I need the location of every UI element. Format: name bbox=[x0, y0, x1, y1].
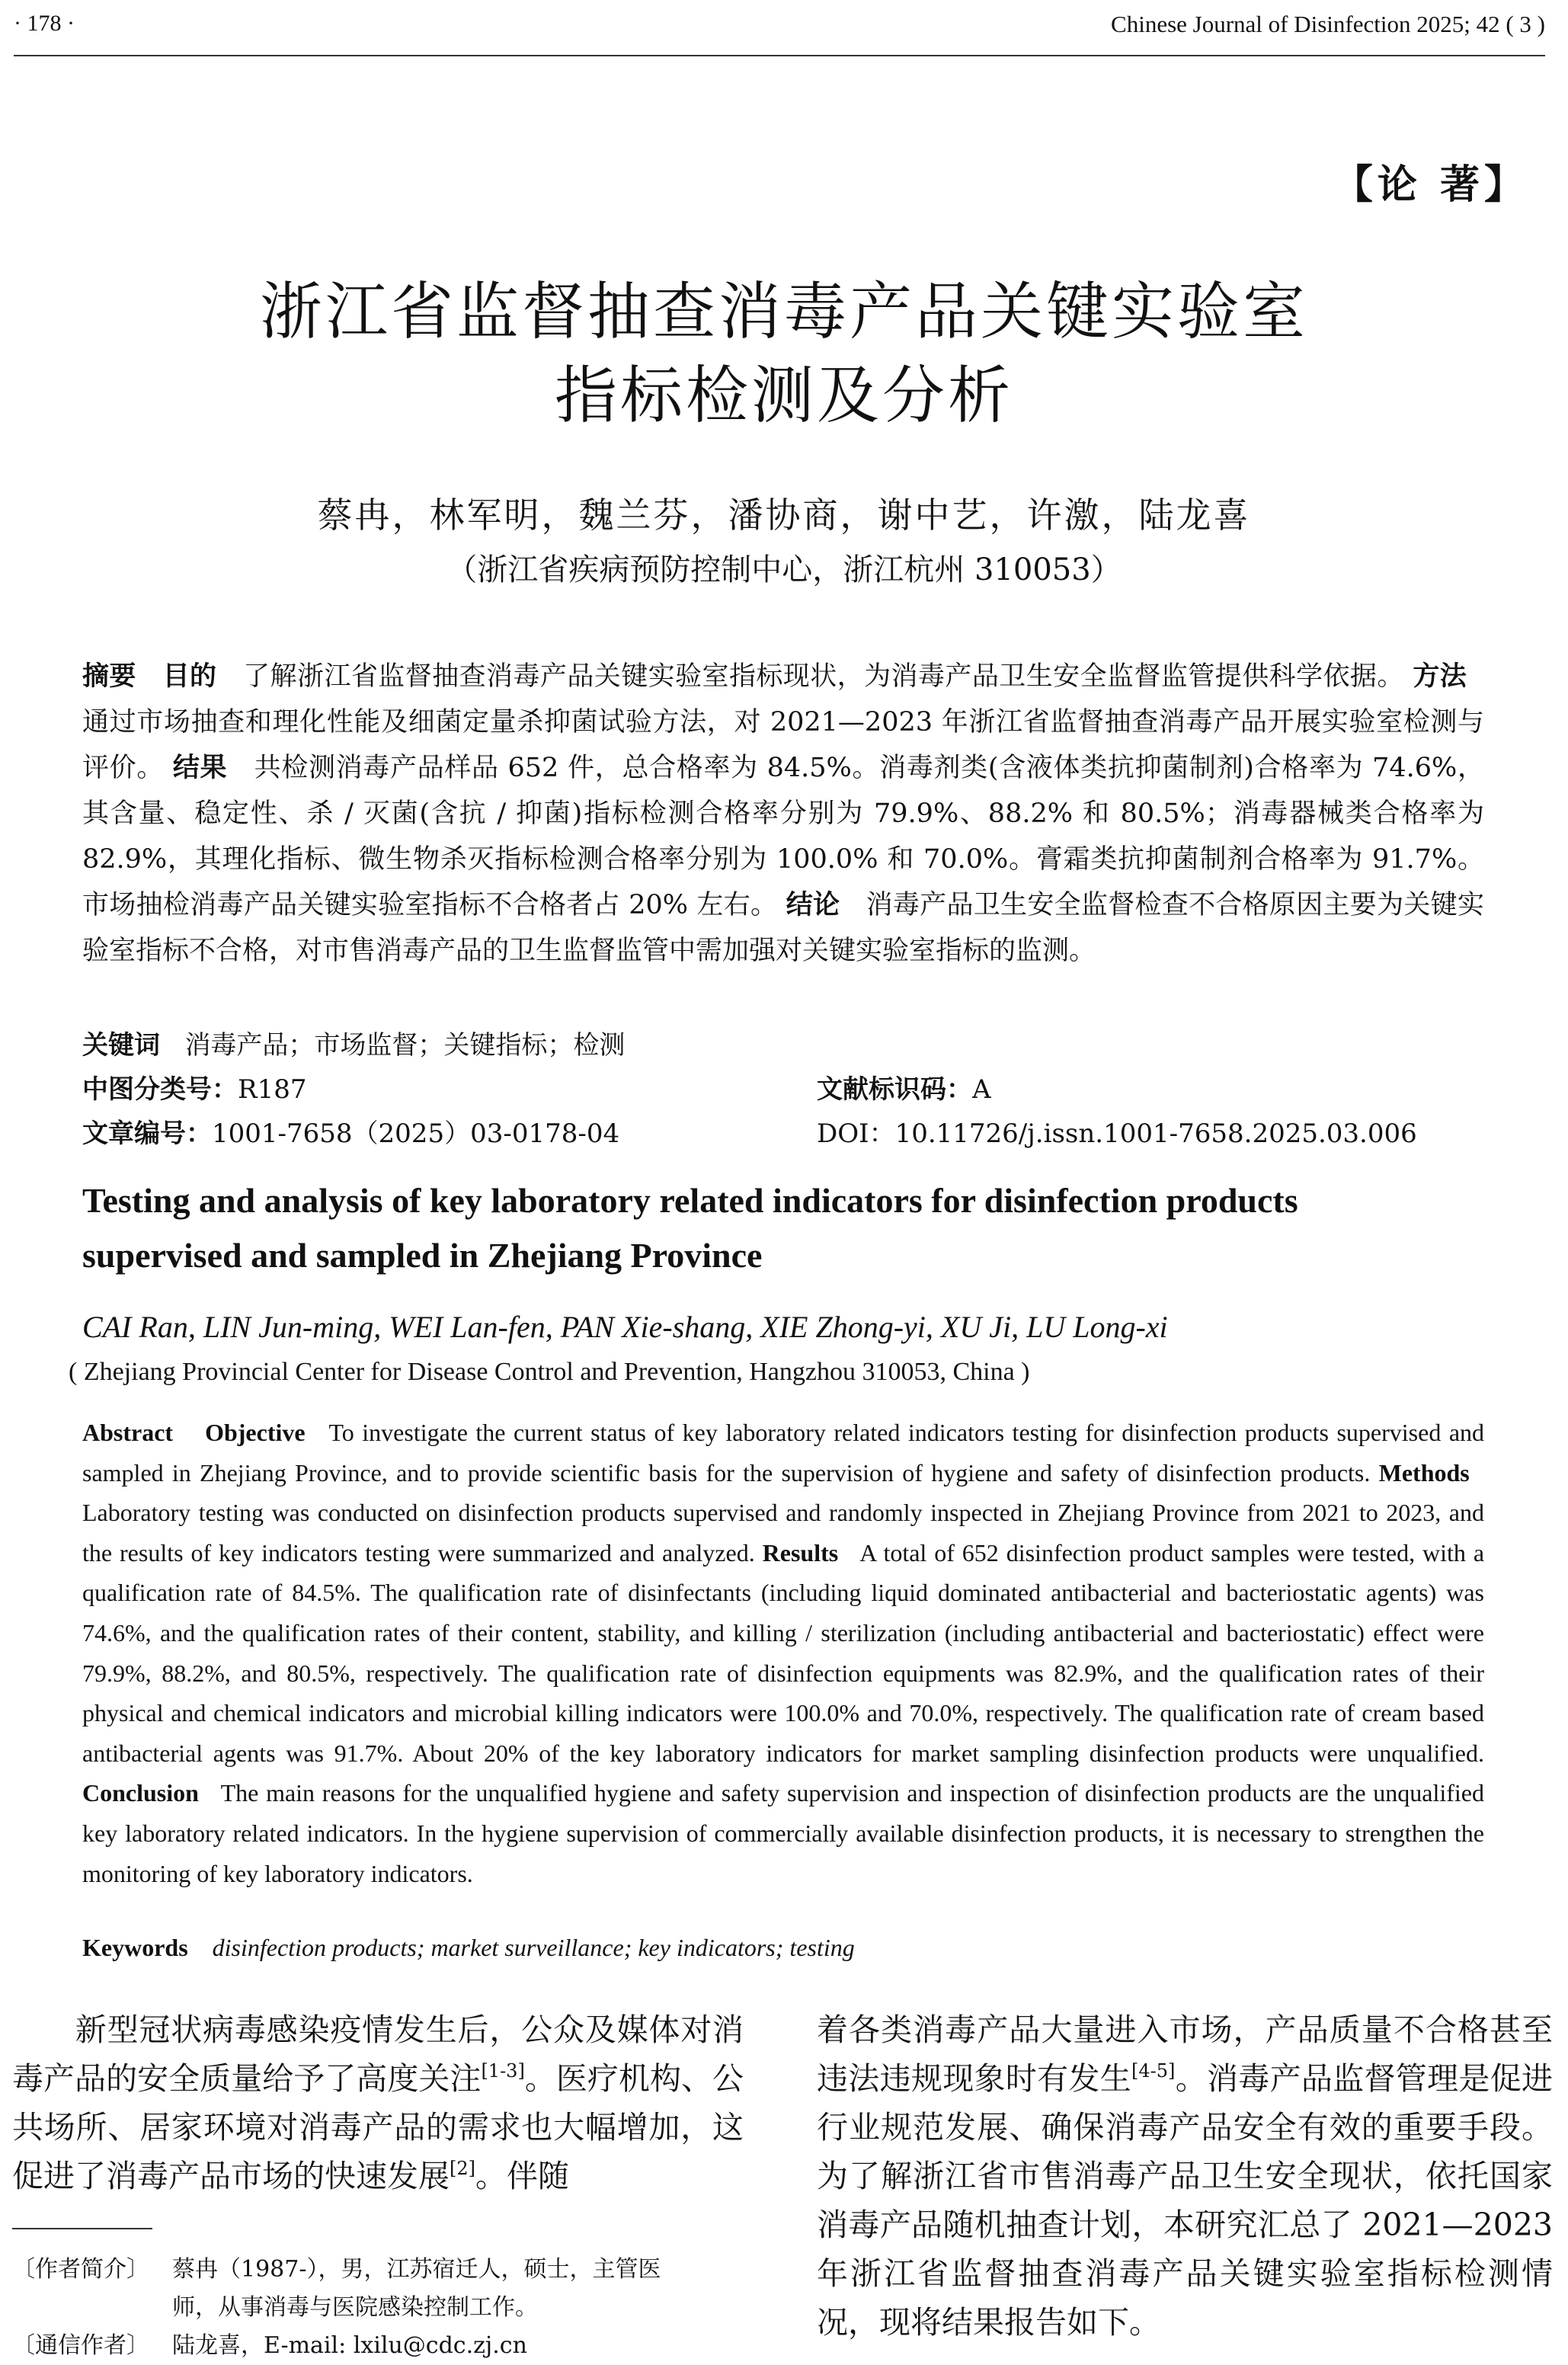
ref-1-3[interactable]: [1-3] bbox=[481, 2060, 525, 2082]
doi-label: DOI： bbox=[817, 1118, 895, 1149]
journal-info: Chinese Journal of Disinfection 2025; 42 ( 3 ) bbox=[1111, 11, 1545, 37]
title-cn-line-1: 浙江省监督抽查消毒产品关键实验室 bbox=[259, 276, 1308, 348]
keywords-en bbox=[82, 1934, 855, 1962]
document-code bbox=[817, 1068, 991, 1106]
clc-number bbox=[82, 1068, 307, 1106]
objective-en-text: To investigate the current status of key laboratory related indicators testing for disinfection products supervised and sampled in Zhejiang Province, and to provide scientific basis for the supervision of hygiene and safety of disinfection products. bbox=[82, 1419, 1485, 1487]
authors-cn: 蔡冉，林军明，魏兰芬，潘协商，谢中艺，许激，陆龙喜 bbox=[317, 494, 1251, 536]
body-right-column bbox=[817, 2005, 1553, 2347]
conclusion-cn-text: 消毒产品卫生安全监督检查不合格原因主要为关键实验室指标不合格，对市售消毒产品的卫生监督监管中需加强对关键实验室指标的监测。 bbox=[82, 890, 1484, 966]
title-en bbox=[82, 1173, 1515, 1283]
doc-code-value: A bbox=[972, 1074, 991, 1105]
affiliation-en: ( Zhejiang Provincial Center for Disease Control and Prevention, Hangzhou 310053, China ) bbox=[69, 1358, 1030, 1386]
article-number bbox=[82, 1112, 619, 1150]
keywords-cn bbox=[82, 1024, 625, 1061]
objective-cn-label: 目的 bbox=[162, 661, 217, 692]
methods-cn-label: 方法 bbox=[1413, 661, 1467, 692]
affiliation-cn: （浙江省疾病预防控制中心，浙江杭州 310053） bbox=[446, 552, 1122, 587]
doc-code-label: 文献标识码： bbox=[817, 1074, 972, 1105]
results-cn-label: 结果 bbox=[172, 753, 228, 783]
ref-4-5[interactable]: [4-5] bbox=[1131, 2060, 1176, 2082]
article-no-label: 文章编号： bbox=[82, 1118, 212, 1149]
body-right-text-2: 。消毒产品监督管理是促进行业规范发展、确保消毒产品安全有效的重要手段。为了解浙江省市售消毒产品卫生安全现状，依托国家消毒产品随机抽查计划，本研究汇总了 2021—2023 年浙江省监督抽查消毒产品关键实验室指标检测情况，现将结果报告如下。 bbox=[817, 2060, 1554, 2341]
page-header bbox=[0, 0, 1568, 61]
article-no-value: 1001-7658（2025）03-0178-04 bbox=[212, 1118, 620, 1149]
page-number: · 178 · bbox=[14, 11, 75, 36]
footnote-author-label: 〔作者简介〕 bbox=[12, 2256, 149, 2283]
abstract-en-label: Abstract bbox=[82, 1419, 174, 1446]
results-cn-text: 共检测消毒产品样品 652 件，总合格率为 84.5%。消毒剂类(含液体类抗抑菌制剂)合格率为 74.6%，其含量、稳定性、杀 / 灭菌(含抗 / 抑菌)指标检测合格率分别为 79.9%、88.2% 和 80.5%；消毒器械类合格率为 82.9%，其理化指标、微生物杀灭指标检测合格率分别为 100.0% 和 70.0%。膏霜类抗抑菌制剂合格率为 91.7%。市场抽检消毒产品关键实验室指标不合格者占 20% 左右。 bbox=[82, 753, 1484, 920]
methods-en-label: Methods bbox=[1378, 1458, 1470, 1487]
keywords-cn-label: 关键词 bbox=[82, 1030, 160, 1061]
body-left-text-1: 新型冠状病毒感染疫情发生后，公众及媒体对消毒产品的安全质量给予了高度关注 bbox=[12, 2011, 744, 2097]
column-tag: 【论 著】 bbox=[1333, 162, 1528, 208]
keywords-en-label: Keywords bbox=[82, 1934, 188, 1961]
keywords-en-value: disinfection products; market surveillance; key indicators; testing bbox=[212, 1934, 855, 1961]
methods-cn-text: 通过市场抽查和理化性能及细菌定量杀抑菌试验方法，对 2021—2023 年浙江省监督抽查消毒产品开展实验室检测与评价。 bbox=[82, 707, 1484, 783]
abstract-en bbox=[82, 1413, 1484, 1893]
methods-en-text: Laboratory testing was conducted on disinfection products supervised and randomly inspected in Zhejiang Province from 2021 to 2023, and the results of key indicators testing were summarized and analyzed. bbox=[82, 1499, 1484, 1567]
objective-cn-text: 了解浙江省监督抽查消毒产品关键实验室指标现状，为消毒产品卫生安全监督监管提供科学依据。 bbox=[243, 661, 1404, 692]
conclusion-cn-label: 结论 bbox=[786, 890, 840, 920]
body-left-text-3: 。伴随 bbox=[475, 2158, 569, 2194]
doi-value: 10.11726/j.issn.1001-7658.2025.03.006 bbox=[894, 1118, 1417, 1149]
results-en-text: A total of 652 disinfection product samples were tested, with a qualification rate of 84.5%. The qualification rate of disinfectants (including liquid dominated antibacterial and bacteriostatic agents) was 74.6%, and the qualification rates of their content, stability, and killing / sterilization (including antibacterial and bacteriostatic) effect were 79.9%, 88.2%, and 80.5%, respectively. The qualification rate of disinfection equipments was 82.9%, and the qualification rates of their physical and chemical indicators and microbial killing indicators were 100.0% and 70.0%, respectively. The qualification rate of cream based antibacterial agents was 91.7%. About 20% of the key laboratory indicators for market sampling disinfection products were unqualified. bbox=[82, 1538, 1485, 1767]
abstract-cn bbox=[82, 654, 1484, 974]
results-en-label: Results bbox=[762, 1538, 839, 1567]
footnote-corr-label: 〔通信作者〕 bbox=[12, 2332, 149, 2359]
footnote-rule bbox=[12, 2228, 152, 2229]
abstract-cn-label: 摘要 bbox=[82, 661, 136, 692]
ref-2[interactable]: [2] bbox=[450, 2158, 475, 2179]
title-en-line-2: supervised and sampled in Zhejiang Province bbox=[82, 1236, 763, 1275]
body-right-text-1: 着各类消毒产品大量进入市场，产品质量不合格甚至违法违规现象时有发生 bbox=[817, 2011, 1553, 2097]
doi bbox=[817, 1112, 1417, 1150]
footnote-author-line-2: 师，从事消毒与医院感染控制工作。 bbox=[172, 2294, 538, 2321]
title-cn bbox=[0, 270, 1568, 438]
body-left-text-2: 。医疗机构、公共场所、居家环境对消毒产品的需求也大幅增加，这促进了消毒产品市场的快速发展 bbox=[12, 2060, 744, 2194]
header-rule bbox=[14, 55, 1545, 56]
clc-value: R187 bbox=[238, 1074, 307, 1105]
conclusion-en-text: The main reasons for the unqualified hygiene and safety supervision and inspection of disinfection products are the unqualified key laboratory related indicators. In the hygiene supervision of commercially available disinfection products, it is necessary to strengthen the monitoring of key laboratory indicators. bbox=[82, 1779, 1485, 1887]
footnote-corr-value: 陆龙喜，E-mail: lxilu@cdc.zj.cn bbox=[172, 2332, 527, 2359]
objective-en-label: Objective bbox=[205, 1419, 306, 1446]
authors-en: CAI Ran, LIN Jun-ming, WEI Lan-fen, PAN Xie-shang, XIE Zhong-yi, XU Ji, LU Long-xi bbox=[82, 1310, 1168, 1344]
title-cn-line-2: 指标检测及分析 bbox=[554, 360, 1013, 432]
title-en-line-1: Testing and analysis of key laboratory related indicators for disinfection products bbox=[82, 1181, 1298, 1220]
conclusion-en-label: Conclusion bbox=[82, 1779, 199, 1807]
keywords-cn-value: 消毒产品；市场监督；关键指标；检测 bbox=[184, 1030, 626, 1061]
body-left-column bbox=[12, 2005, 744, 2200]
clc-label: 中图分类号： bbox=[82, 1074, 238, 1105]
footnote-author-line-1: 蔡冉（1987-），男，江苏宿迁人，硕士，主管医 bbox=[172, 2256, 661, 2283]
